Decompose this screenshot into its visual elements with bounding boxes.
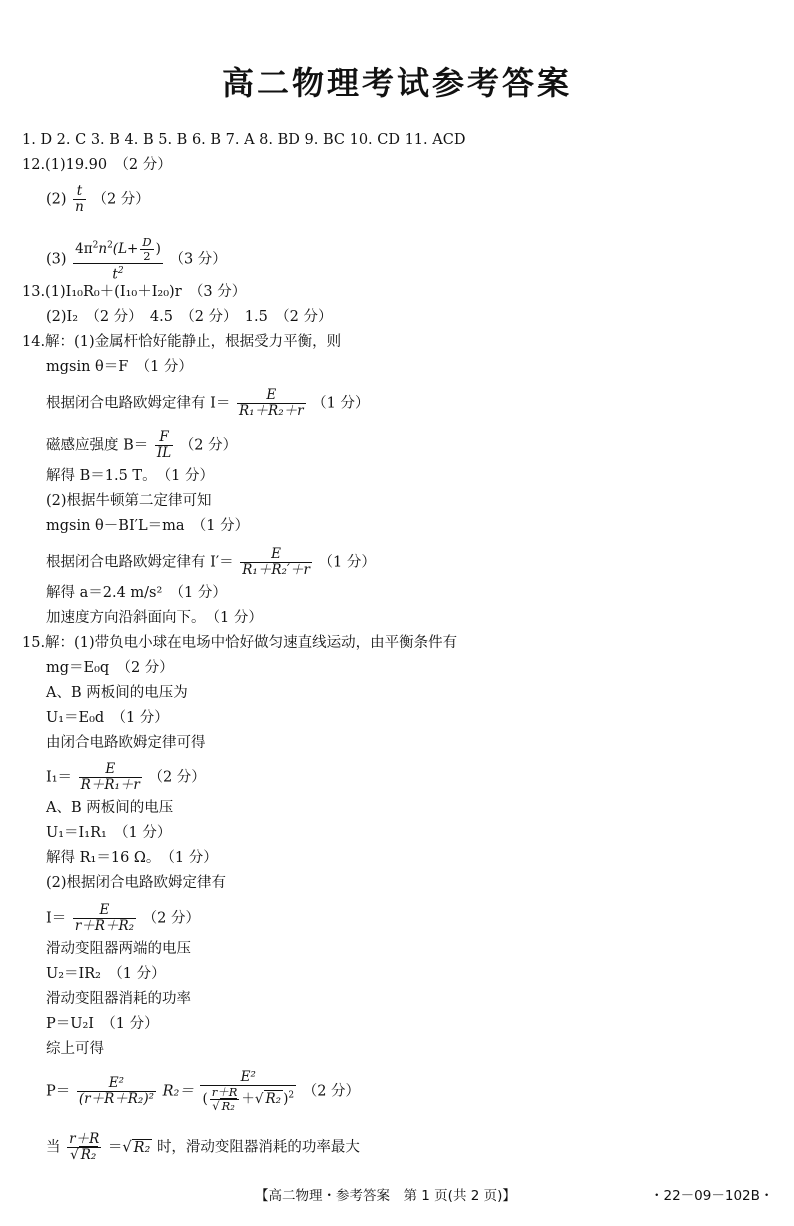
q13-part2: (2)I₂ （2 分） 4.5 （2 分） 1.5 （2 分） — [46, 309, 333, 325]
page-title: 高二物理考试参考答案 — [221, 64, 572, 102]
q12-frac: $\frac{t}{n}$ — [75, 183, 84, 215]
q15-line10: (2)根据闭合电路欧姆定律有 — [46, 875, 227, 891]
q12-part2: (2) $\frac{t}{n}$ （2 分） — [46, 183, 150, 215]
q15-line17: P＝ $\frac{\text{E²}}{\text{(r＋R＋R₂)²}}$ R₂＝ E² ( $\frac{r+R}{\text{√ R₂}}$ ＋√ R₂ )$^2$ （2 分） — [46, 1069, 361, 1113]
footer-page-info: 【高二物理・参考答案 第 1 页(共 2 页)】 — [255, 1188, 516, 1204]
q13-part1: 13.(1)I₁₀R₀＋(I₁₀＋I₂₀)r （3 分） — [22, 284, 247, 300]
q14-line5: 解得 B＝1.5 T。 （1 分） — [46, 468, 214, 484]
q14-line7: mgsin θ－BI′L＝ma （1 分） — [46, 518, 250, 534]
q14-line1: 14.解：(1)金属杆恰好能静止，根据受力平衡，则 — [22, 334, 342, 350]
q15-line2: mg＝E₀q （2 分） — [46, 660, 174, 676]
q12-part1: 12.(1)19.90 （2 分） — [22, 157, 172, 173]
q14-line10: 加速度方向沿斜面向下。 （1 分） — [46, 610, 263, 626]
q14-line3: 根据闭合电路欧姆定律有 I＝ $\frac{E}{\text{R₁＋R₂＋r}}$ （1 分） — [46, 387, 370, 419]
q15-line11: I＝ $\frac{E}{\text{r＋R＋R₂}}$ （2 分） — [46, 902, 200, 934]
q15-line1: 15.解：(1)带负电小球在电场中恰好做匀速直线运动，由平衡条件有 — [22, 635, 458, 651]
footer-code: ・22－09－102B・ — [650, 1188, 774, 1204]
q15-line12: 滑动变阻器两端的电压 — [46, 941, 191, 957]
q15-line16: 综上可得 — [46, 1041, 104, 1057]
q15-line8: U₁＝I₁R₁ （1 分） — [46, 825, 172, 841]
q15-line6: I₁＝ $\frac{E}{\text{R＋R₁＋r}}$ （2 分） — [46, 761, 206, 793]
q14-line4: 磁感应强度 B＝ $\frac{F}{IL}$ （2 分） — [46, 429, 238, 461]
q14-line6: (2)根据牛顿第二定律可知 — [46, 493, 212, 509]
choice-answers: 1. D 2. C 3. B 4. B 5. B 6. B 7. A 8. BD 9. BC 10. CD 11. ACD — [22, 132, 466, 148]
q15-line7: A、B 两板间的电压 — [46, 800, 174, 816]
q15-line3: A、B 两板间的电压为 — [46, 685, 188, 701]
q14-line9: 解得 a＝2.4 m/s² （1 分） — [46, 585, 227, 601]
q12-part3: (3) $4\pi^2n^2(L+$ $\frac{D}{2}$ ) $t^2$ （3 分） — [46, 235, 227, 283]
q12-part3-frac: $4\pi^2n^2(L+$ $\frac{D}{2}$ ) $t^2$ — [75, 235, 161, 283]
q15-line14: 滑动变阻器消耗的功率 — [46, 991, 191, 1007]
q15-line9: 解得 R₁＝16 Ω。 （1 分） — [46, 850, 218, 866]
q15-line4: U₁＝E₀d （1 分） — [46, 710, 169, 726]
q15-line13: U₂＝IR₂ （1 分） — [46, 966, 166, 982]
q14-line2: mgsin θ＝F （1 分） — [46, 359, 193, 375]
q15-line18: 当 $\frac{r+R}{\text{√ R₂}}$ ＝√ R₂ 时，滑动变阻器消耗的功率最大 — [46, 1131, 360, 1163]
q15-line15: P＝U₂I （1 分） — [46, 1016, 159, 1032]
q14-line8: 根据闭合电路欧姆定律有 I′＝ $\frac{E}{\text{R₁＋R₂′＋r}}$ （1 分） — [46, 546, 376, 578]
q15-line5: 由闭合电路欧姆定律可得 — [46, 735, 206, 751]
